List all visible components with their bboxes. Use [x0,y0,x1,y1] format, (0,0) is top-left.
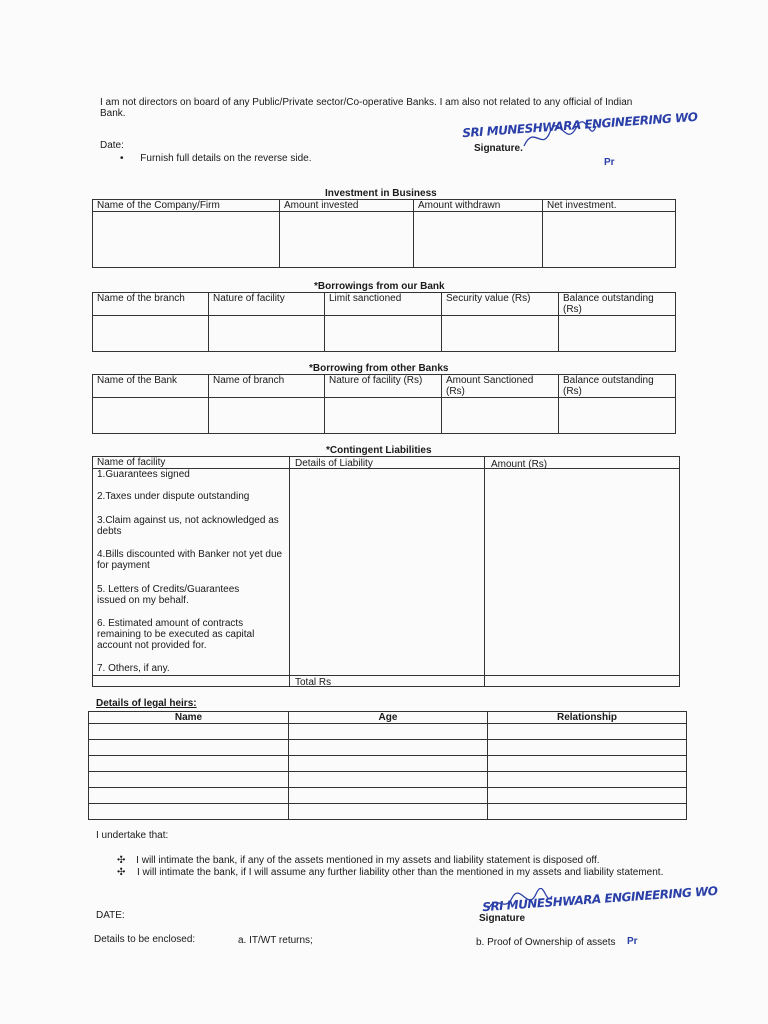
heir-cell[interactable] [89,756,289,772]
heir-cell[interactable] [89,788,289,804]
heir-cell[interactable] [89,740,289,756]
signature-label-bottom: Signature [479,913,526,924]
declaration-line-2: Bank. [100,108,126,119]
undertaking-text: I will intimate the bank, if any of the assets mentioned in my assets and liability statement is disposed off. [136,855,600,866]
signature-scribble-icon [484,888,554,916]
investment-title: Investment in Business [325,188,437,199]
signature-scribble-icon [520,118,600,154]
heir-cell[interactable] [488,772,687,788]
col-nature: Nature of facility [209,293,325,316]
borrowings-our-table [92,292,676,352]
signature-label: Signature. [474,143,523,154]
company-stamp-bottom: SRI MUNESHWARA ENGINEERING WO [481,883,718,915]
total-divider [93,675,679,676]
furnish-bullet-text: Furnish full details on the reverse side. [140,153,312,164]
col-sanctioned: Amount Sanctioned (Rs) [442,375,559,398]
borrowings-cell[interactable] [325,398,442,434]
col-net-investment: Net investment. [543,200,676,212]
borrowings-cell[interactable] [442,398,559,434]
heir-cell[interactable] [488,804,687,820]
col-branch: Name of the branch [93,293,209,316]
facility-item: 1.Guarantees signed [97,469,190,480]
diamond-bullet-icon: ✣ [117,867,126,878]
company-stamp: SRI MUNESHWARA ENGINEERING WO [461,109,698,141]
borrowings-cell[interactable] [559,398,676,434]
col-company: Name of the Company/Firm [93,200,280,212]
investment-cell[interactable] [543,212,676,268]
facility-item: 3.Claim against us, not acknowledged as debts [97,515,279,537]
col-balance: Balance outstanding (Rs) [559,293,676,316]
col-bank: Name of the Bank [93,375,209,398]
stamp-suffix-bottom: Pr [627,936,638,947]
enclosures-label: Details to be enclosed: [94,934,196,945]
borrowings-cell[interactable] [442,316,559,352]
col-security: Security value (Rs) [442,293,559,316]
heir-cell[interactable] [289,740,488,756]
borrowings-cell[interactable] [325,316,442,352]
heir-cell[interactable] [89,804,289,820]
total-label: Total Rs [295,677,332,688]
col-amount: Amount (Rs) [491,459,548,470]
col-relationship: Relationship [488,712,687,724]
declaration-line-1: I am not directors on board of any Public/Private sector/Co-operative Banks. I am also not related to any official of Indian [100,97,633,108]
heir-cell[interactable] [89,772,289,788]
borrowings-cell[interactable] [93,398,209,434]
heir-cell[interactable] [89,724,289,740]
col-branch: Name of branch [209,375,325,398]
stamp-suffix: Pr [604,157,615,168]
bullet-icon: • [120,153,124,164]
facility-item: 5. Letters of Credits/Guarantees issued on my behalf. [97,584,240,606]
borrowings-cell[interactable] [559,316,676,352]
borrowings-other-title: *Borrowing from other Banks [309,363,449,374]
contingent-table [92,456,680,687]
furnish-bullet [120,153,312,164]
date-label: Date: [100,140,124,151]
col-limit: Limit sanctioned [325,293,442,316]
date-label-bottom: DATE: [96,910,125,921]
facility-item: 6. Estimated amount of contracts remaining to be executed as capital account not provided for. [97,618,255,651]
heir-cell[interactable] [289,756,488,772]
undertaking-text: I will intimate the bank, if I will assume any further liability other than the mentioned in my assets and liability statement. [137,867,664,878]
col-amount-invested: Amount invested [280,200,414,212]
col-age: Age [289,712,488,724]
investment-table [92,199,676,268]
col-name: Name [89,712,289,724]
col-facility: Name of facility [97,457,166,468]
borrowings-cell[interactable] [93,316,209,352]
undertaking-item [117,855,600,866]
facility-item: 7. Others, if any. [97,663,170,674]
heir-cell[interactable] [488,756,687,772]
contingent-title: *Contingent Liabilities [326,445,432,456]
col-amount-withdrawn: Amount withdrawn [414,200,543,212]
legal-heirs-title: Details of legal heirs: [96,698,197,709]
borrowings-our-title: *Borrowings from our Bank [314,281,445,292]
diamond-bullet-icon: ✣ [117,855,126,866]
heir-cell[interactable] [488,724,687,740]
facility-item: 2.Taxes under dispute outstanding [97,491,250,502]
facility-item: 4.Bills discounted with Banker not yet due for payment [97,549,283,571]
enclosure-a: a. IT/WT returns; [238,935,313,946]
investment-cell[interactable] [414,212,543,268]
heir-cell[interactable] [488,740,687,756]
undertaking-intro: I undertake that: [96,830,169,841]
col-balance: Balance outstanding (Rs) [559,375,676,398]
heir-cell[interactable] [488,788,687,804]
undertaking-item [117,867,677,878]
col-nature: Nature of facility (Rs) [325,375,442,398]
borrowings-other-table [92,374,676,434]
col-details: Details of Liability [295,458,373,469]
investment-cell[interactable] [93,212,280,268]
legal-heirs-table [88,711,687,820]
enclosure-b: b. Proof of Ownership of assets [476,937,616,948]
column-divider [289,457,290,686]
column-divider [484,457,485,686]
heir-cell[interactable] [289,772,488,788]
investment-cell[interactable] [280,212,414,268]
heir-cell[interactable] [289,724,488,740]
heir-cell[interactable] [289,788,488,804]
borrowings-cell[interactable] [209,316,325,352]
borrowings-cell[interactable] [209,398,325,434]
heir-cell[interactable] [289,804,488,820]
